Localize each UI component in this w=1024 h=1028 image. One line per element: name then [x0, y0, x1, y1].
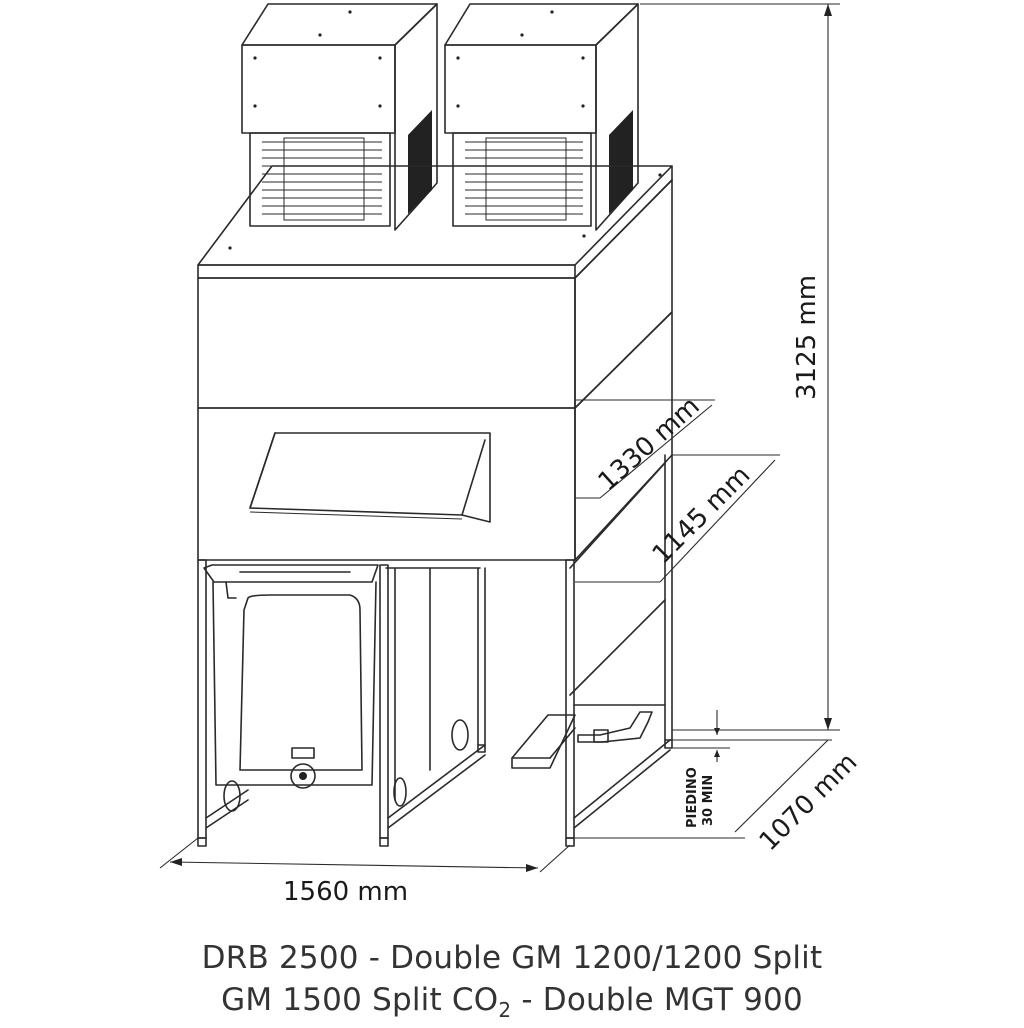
- depth-upper-dimension: [575, 391, 715, 498]
- base-depth-label: 1070 mm: [753, 747, 864, 857]
- caption-line-2-part1: GM 1500 Split CO: [221, 982, 499, 1018]
- depth-lower-label: 1145 mm: [646, 460, 757, 570]
- ice-cart: [204, 565, 468, 811]
- caption-line-2: [0, 982, 1024, 1022]
- caption-line-2-part2: - Double MGT 900: [511, 982, 803, 1018]
- foot-dimension: [672, 710, 730, 828]
- foot-label-line2: 30 MIN: [701, 774, 716, 826]
- caption-line-1: DRB 2500 - Double GM 1200/1200 Split: [201, 940, 823, 976]
- caption-line-2-subscript: 2: [498, 998, 512, 1023]
- ice-maker-right: [445, 4, 638, 230]
- foot-label-line1: PIEDINO: [685, 767, 700, 828]
- base-depth-dimension: [574, 740, 863, 857]
- ice-maker-left: [242, 4, 437, 230]
- width-dimension: [160, 838, 570, 907]
- width-label: 1560 mm: [283, 877, 409, 907]
- drain-tray: [512, 712, 652, 768]
- height-label: 3125 mm: [792, 274, 822, 400]
- depth-upper-label: 1330 mm: [592, 391, 706, 498]
- height-dimension: [640, 4, 840, 730]
